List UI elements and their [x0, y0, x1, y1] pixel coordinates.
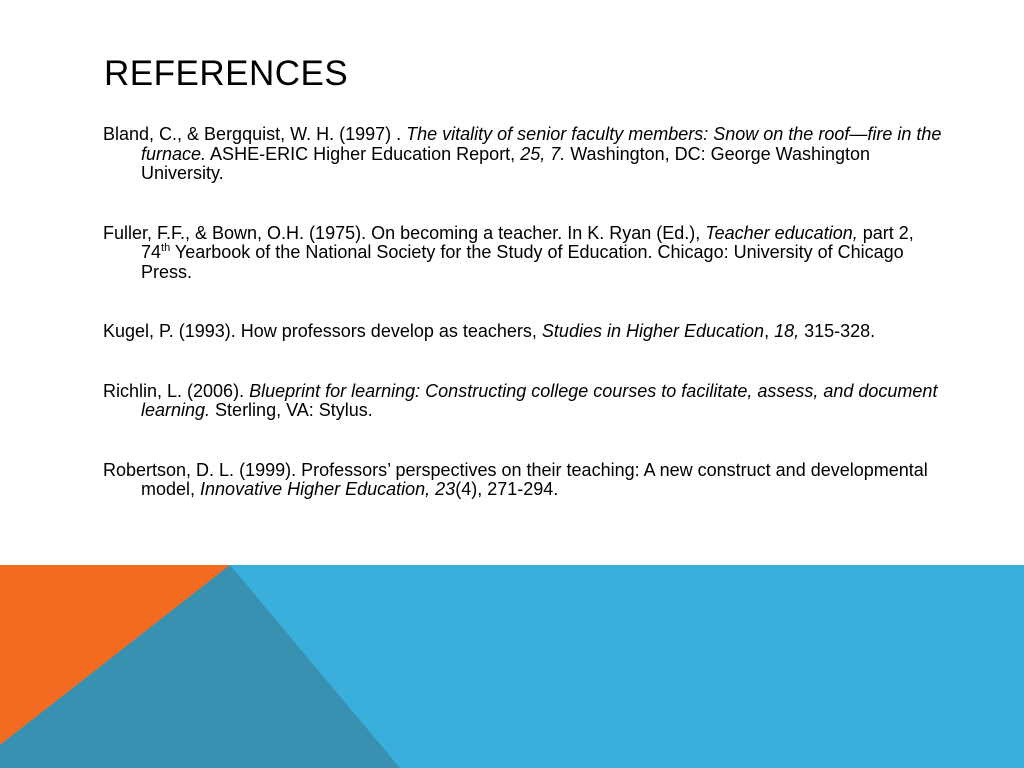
ref-text: Fuller, F.F., & Bown, O.H. (1975). On becoming a teacher. In K. Ryan (Ed.), — [103, 222, 706, 243]
reference-kugel — [103, 322, 943, 342]
reference-robertson — [103, 461, 943, 500]
ref-volume: 25, 7. — [520, 143, 566, 164]
ref-text: Bland, C., & Bergquist, W. H. (1997) . — [103, 124, 407, 144]
ref-text: Kugel, P. (1993). How professors develop as teachers, — [103, 321, 542, 341]
ref-text: Robertson, D. L. (1999). Professors’ perspectives on their teaching: A new construct and developmental model, — [103, 459, 928, 499]
ref-title: The vitality of senior faculty members: Snow on the roof—fire in the furnace. — [141, 124, 942, 164]
ref-text: ASHE-ERIC Higher Education Report, — [206, 143, 521, 164]
ref-text: 315-328. — [799, 321, 876, 341]
reference-bland — [103, 125, 943, 184]
reference-fuller — [103, 224, 943, 283]
ref-text: Yearbook of the National Society for the Study of Education. Chicago: University of Chicago Press. — [141, 242, 904, 282]
ref-text: part 2, 74 — [141, 222, 914, 262]
ref-superscript: th — [161, 242, 171, 254]
ref-text: Washington, DC: George Washington University. — [141, 143, 871, 183]
ref-title: Blueprint for learning: Constructing college courses to facilitate, assess, and document learning. — [141, 380, 938, 420]
reference-richlin — [103, 382, 943, 421]
ref-volume: 18, — [774, 321, 800, 341]
ref-text: Richlin, L. (2006). — [103, 380, 250, 401]
ref-text: , — [764, 321, 775, 341]
ref-text: Sterling, VA: Stylus. — [210, 400, 373, 420]
ref-title: Teacher education, — [705, 222, 858, 243]
footer-band — [0, 565, 1024, 768]
slide-title: REFERENCES — [104, 54, 349, 93]
references-list — [103, 125, 943, 540]
ref-journal: Studies in Higher Education — [541, 321, 765, 341]
ref-text: (4), 271-294. — [455, 479, 559, 499]
ref-journal: Innovative Higher Education, 23 — [200, 479, 456, 499]
